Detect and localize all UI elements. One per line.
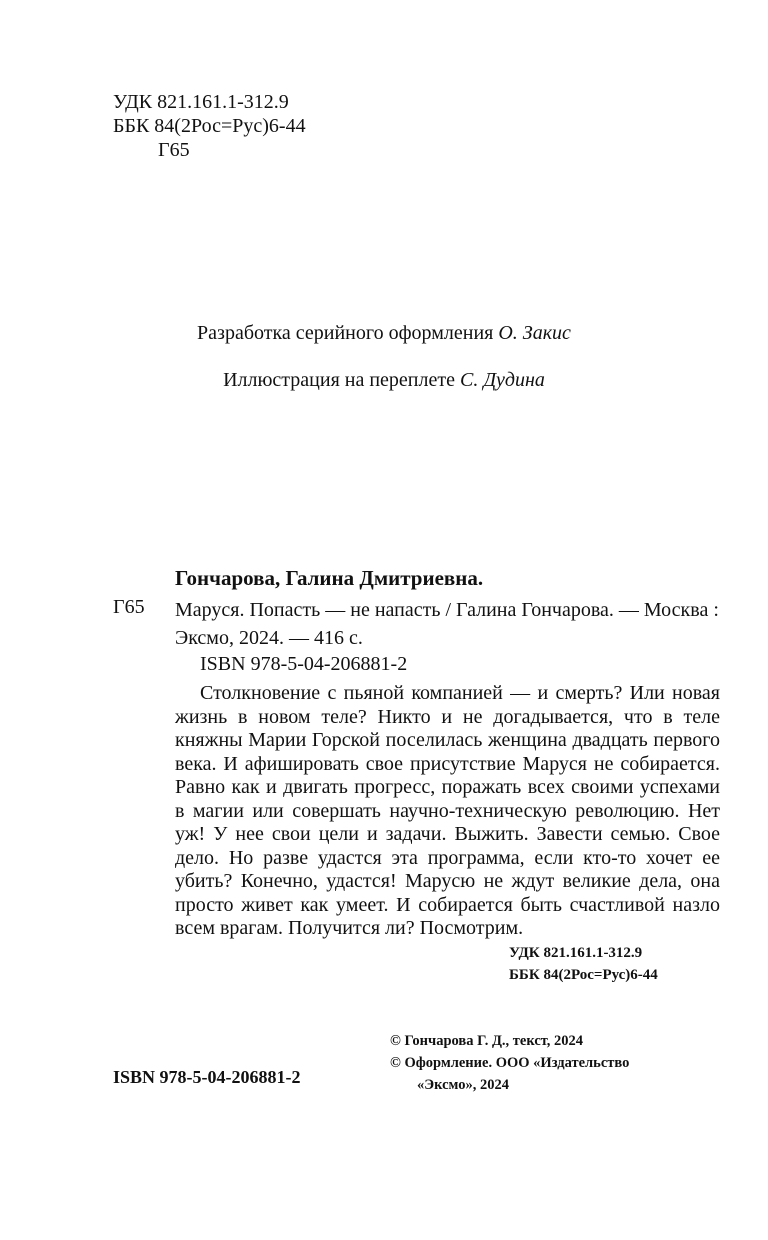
series-design-name: О. Закис xyxy=(498,322,571,344)
classification-repeat xyxy=(509,942,658,986)
copyright-text: © Гончарова Г. Д., текст, 2024 xyxy=(390,1033,584,1049)
udk-code: УДК 821.161.1-312.9 xyxy=(113,91,289,113)
annotation xyxy=(175,682,720,941)
copyright-block xyxy=(390,1030,629,1096)
isbn-bottom: ISBN 978-5-04-206881-2 xyxy=(113,1067,301,1087)
bbk-code-repeat: ББК 84(2Рос=Рус)6-44 xyxy=(509,967,658,983)
classification-block xyxy=(113,90,306,162)
illustration-name: С. Дудина xyxy=(459,369,545,391)
bbk-code: ББК 84(2Рос=Рус)6-44 xyxy=(113,115,306,137)
illustration-credit xyxy=(0,369,768,392)
copyright-design: © Оформление. ООО «Издательство xyxy=(390,1055,630,1071)
author-mark: Г65 xyxy=(158,139,190,161)
annotation-text: Столкновение с пьяной компанией — и смерть? Или новая жизнь в новом теле? Никто и не догадывается, что в теле княжны Марии Горской поселилась женщина двадцать первого века. И афишировать свое присутствие Маруся не собирается. Равно как и двигать прогресс, поражать всех своими успехами в магии или совершать научно-техническую революцию. Нет уж! У нее свои цели и задачи. Выжить. Завести семью. Свое дело. Но разве удастся эта программа, если кто-то хочет ее убить? Конечно, удастся! Марусю не ждут великие дела, она просто живет как умеет. И собирается быть счастливой назло всем врагам. Получится ли? Посмотрим. xyxy=(175,682,720,939)
author-heading: Гончарова, Галина Дмитриевна. xyxy=(175,566,484,590)
series-design-credit xyxy=(0,322,768,345)
bibliographic-description: Маруся. Попасть — не напасть / Галина Гончарова. — Москва : Эксмо, 2024. — 416 с. xyxy=(175,599,719,649)
udk-code-repeat: УДК 821.161.1-312.9 xyxy=(509,945,643,961)
isbn-line: ISBN 978-5-04-206881-2 xyxy=(200,653,408,675)
copyright-design-cont: «Эксмо», 2024 xyxy=(417,1077,509,1093)
illustration-label: Иллюстрация на переплете xyxy=(223,369,455,391)
author-code: Г65 xyxy=(113,596,145,618)
series-design-label: Разработка серийного оформления xyxy=(197,322,494,344)
